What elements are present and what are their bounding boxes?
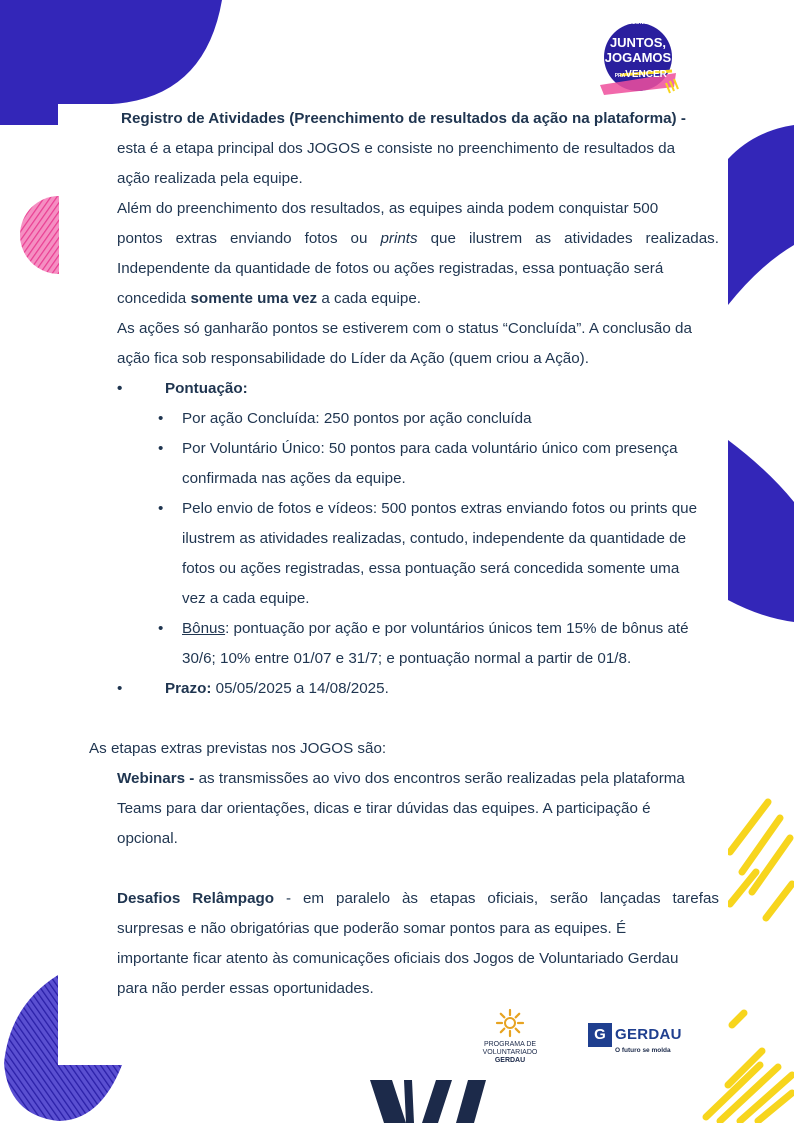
logo-ring-text: JOGOS DE VOLUNTARIADO 2025 bbox=[594, 20, 682, 26]
status-line2: ação fica sob responsabilidade do Líder da Ação (quem criou a Ação). bbox=[117, 350, 589, 367]
status-line1: As ações só ganharão pontos se estiverem com o status “Concluída”. A conclusão da bbox=[117, 320, 692, 337]
programa-line2: VOLUNTARIADO bbox=[482, 1049, 538, 1056]
pontuacao-item3-line3: fotos ou ações registradas, essa pontuação será concedida somente uma bbox=[182, 560, 680, 577]
pontuacao-item3-line4: vez a cada equipe. bbox=[182, 590, 310, 607]
logo-line3: VENCER bbox=[625, 69, 667, 80]
extra-line2-c: que ilustrem as atividades realizadas. bbox=[430, 230, 719, 247]
pontuacao-item4-bullet: • bbox=[158, 620, 164, 637]
webinars-label: Webinars - bbox=[117, 770, 195, 787]
logo-line3-small: PRA bbox=[614, 73, 626, 79]
extras-intro: As etapas extras previstas nos JOGOS são: bbox=[89, 740, 387, 757]
programa-voluntariado-logo bbox=[470, 1008, 550, 1072]
prazo-label: Prazo: bbox=[165, 680, 212, 697]
gerdau-mark-icon: G bbox=[588, 1023, 612, 1047]
prazo-bullet: • bbox=[117, 680, 123, 697]
bonus-line1-rest: : pontuação por ação e por voluntários únicos tem 15% de bônus até bbox=[225, 620, 689, 637]
pontuacao-bullet: • bbox=[117, 380, 123, 397]
pontuacao-item2-line2: confirmada nas ações da equipe. bbox=[182, 470, 406, 487]
programa-line1: PROGRAMA DE bbox=[483, 1041, 537, 1048]
pontuacao-item4-line2: 30/6; 10% entre 01/07 e 31/7; e pontuação normal a partir de 01/8. bbox=[182, 650, 632, 667]
prazo-value: 05/05/2025 a 14/08/2025. bbox=[215, 680, 389, 697]
extra-line4 bbox=[117, 284, 719, 314]
extra-line2-a: pontos extras enviando fotos ou bbox=[117, 230, 368, 247]
bonus-label: Bônus bbox=[182, 620, 226, 637]
registro-line1: esta é a etapa principal dos JOGOS e consiste no preenchimento de resultados da bbox=[117, 140, 676, 157]
extra-line4-c: a cada equipe. bbox=[321, 290, 421, 307]
pontuacao-item2-bullet: • bbox=[158, 440, 164, 457]
extra-line2-prints: prints bbox=[380, 230, 418, 247]
gerdau-tagline: O futuro se molda bbox=[615, 1047, 671, 1054]
webinars-line3: opcional. bbox=[117, 830, 178, 847]
pontuacao-item3-line2: ilustrem as atividades realizadas, contudo, independente da quantidade de bbox=[182, 530, 687, 547]
webinars-line1 bbox=[117, 764, 719, 794]
extra-line4-emphasis: somente uma vez bbox=[190, 290, 318, 307]
registro-line2: ação realizada pela equipe. bbox=[117, 170, 303, 187]
webinars-line2: Teams para dar orientações, dicas e tirar dúvidas das equipes. A participação é bbox=[117, 800, 651, 817]
desafios-line2: surpresas e não obrigatórias que poderão somar pontos para as equipes. É bbox=[117, 920, 627, 937]
logo-line1: JUNTOS, bbox=[609, 35, 667, 50]
extra-line2 bbox=[117, 224, 719, 254]
gerdau-name: GERDAU bbox=[615, 1026, 682, 1043]
registro-title-text: Registro de Atividades (Preenchimento de resultados da ação na plataforma) - bbox=[121, 110, 686, 127]
pontuacao-item3-bullet: • bbox=[158, 500, 164, 517]
gerdau-logo bbox=[588, 1023, 688, 1059]
desafios-line1 bbox=[117, 884, 719, 914]
registro-title bbox=[121, 104, 719, 134]
extra-line4-a: concedida bbox=[117, 290, 187, 307]
programa-line3: GERDAU bbox=[494, 1057, 526, 1064]
prazo-line bbox=[165, 674, 719, 704]
pontuacao-item1: Por ação Concluída: 250 pontos por ação concluída bbox=[182, 410, 532, 427]
extra-line3: Independente da quantidade de fotos ou ações registradas, essa pontuação será bbox=[117, 260, 664, 277]
desafios-line1-rest: - em paralelo às etapas oficiais, serão lançadas tarefas bbox=[286, 890, 719, 907]
webinars-line1-rest: as transmissões ao vivo dos encontros serão realizadas pela plataforma bbox=[198, 770, 685, 787]
pontuacao-item1-bullet: • bbox=[158, 410, 164, 427]
pontuacao-item3-line1: Pelo envio de fotos e vídeos: 500 pontos extras enviando fotos ou prints que bbox=[182, 500, 698, 517]
desafios-line4: para não perder essas oportunidades. bbox=[117, 980, 374, 997]
extra-line1: Além do preenchimento dos resultados, as equipes ainda podem conquistar 500 bbox=[117, 200, 659, 217]
desafios-label: Desafios Relâmpago bbox=[117, 890, 275, 907]
pontuacao-label: Pontuação: bbox=[165, 380, 248, 397]
pontuacao-item4-line1 bbox=[182, 614, 719, 644]
sun-icon bbox=[495, 1008, 525, 1038]
logo-line2: JOGAMOS bbox=[604, 50, 672, 65]
desafios-line3: importante ficar atento às comunicações oficiais dos Jogos de Voluntariado Gerdau bbox=[117, 950, 679, 967]
pontuacao-item2-line1: Por Voluntário Único: 50 pontos para cada voluntário único com presença bbox=[182, 440, 678, 457]
